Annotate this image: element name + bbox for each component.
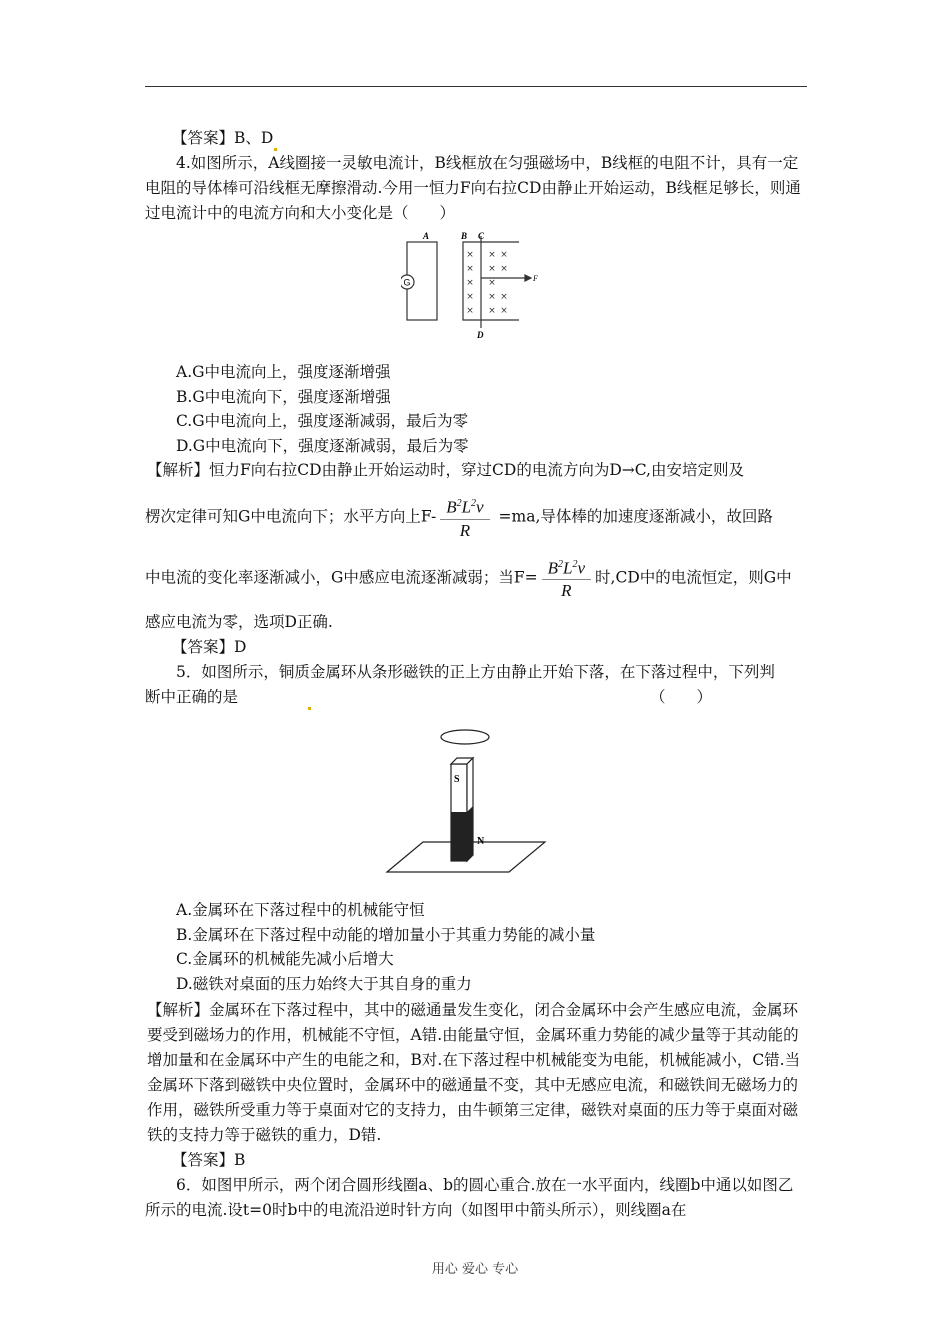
header-rule (145, 86, 807, 87)
q5-stem-line-1: 5．如图所示，铜质金属环从条形磁铁的正上方由静止开始下落，在下落过程中，下列判 (176, 663, 775, 682)
q4-option-d: D.G中电流向下，强度逐渐减弱，最后为零 (176, 436, 469, 455)
q4-analysis-line-2: 楞次定律可知G中电流向下；水平方向上F- $\frac{B^2L^2v}{R}$ =ma,导体棒的加速度逐渐减小，故回路 (145, 493, 807, 542)
field-cross: × (488, 278, 496, 288)
q5-option-c: C.金属环的机械能先减小后增大 (176, 950, 394, 969)
field-cross: × (466, 292, 474, 302)
field-cross: × (466, 250, 474, 260)
q5-stem-line-2: 断中正确的是 （ ） (145, 685, 807, 710)
q4-option-a: A.G中电流向上，强度逐渐增强 (176, 363, 391, 381)
q5-option-b: B.金属环在下落过程中动能的增加量小于其重力势能的减小量 (176, 925, 596, 944)
field-cross: × (488, 292, 496, 302)
q4-option-b: B.G中电流向下，强度逐渐增强 (176, 387, 391, 406)
q4-option-c: C.G中电流向上，强度逐渐减弱，最后为零 (176, 412, 469, 430)
q5-analysis: 【解析】金属环在下落过程中，其中的磁通量发生变化，闭合金属环中会产生感应电流，金属环要受到磁场力的作用，机械能不守恒，A错.由能量守恒，金属环重力势能的减少量等于其动能的增加量和在金属环中产生的电能之和，B对.在下落过程中机械能变为电能，机械能减小，C错.当金属环下落到磁铁中央位置时，金属环中的磁通量不变，其中无感应电流，和磁铁间无磁场力的作用，磁铁所受重力等于桌面对它的支持力，由牛顿第三定律，磁铁对桌面的压力等于桌面对磁铁的支持力等于磁铁的重力，D错. (147, 1001, 801, 1145)
label-s: S (454, 774, 460, 786)
q5-option-a: A.金属环在下落过程中的机械能守恒 (176, 901, 425, 920)
q4-analysis-line-1: 【解析】恒力F向右拉CD由静止开始运动时，穿过CD的电流方向为D→C,由安培定则及 (147, 461, 744, 479)
field-cross: × (500, 250, 508, 260)
field-cross: × (488, 306, 496, 316)
q5-option-d: D.磁铁对桌面的压力始终大于其自身的重力 (176, 974, 472, 993)
q5-magnet-figure (385, 724, 555, 884)
label-n: N (477, 836, 485, 848)
field-cross: × (466, 306, 474, 316)
label-a: A (423, 231, 430, 241)
field-cross: × (466, 264, 474, 274)
field-cross: × (500, 306, 508, 316)
field-cross: × (488, 264, 496, 274)
q4-analysis-line-4: 感应电流为零，选项D正确. (145, 613, 333, 632)
q4-circuit-figure (401, 230, 551, 340)
page-footer: 用心 爱心 专心 (431, 1262, 519, 1277)
formula-fraction: $\frac{B^2L^2v}{R}$ (440, 493, 489, 542)
q6-stem: 6．如图甲所示，两个闭合圆形线圈a、b的圆心重合.放在一水平面内，线圈b中通以如图乙所示的电流.设t=0时b中的电流沿逆时针方向（如图甲中箭头所示），则线圈a在 (145, 1176, 794, 1220)
q3-answer: 【答案】B、D (145, 126, 807, 151)
label-f: F (533, 274, 538, 283)
q4-answer: 【答案】D (172, 638, 247, 657)
label-d: D (477, 330, 484, 340)
field-cross: × (488, 250, 496, 260)
field-cross: × (500, 292, 508, 302)
label-c: C (478, 231, 485, 241)
q4-stem: 4.如图所示，A线圈接一灵敏电流计，B线框放在匀强磁场中，B线框的电阻不计，具有一定电阻的导体棒可沿线框无摩擦滑动.今用一恒力F向右拉CD由静止开始运动，B线框足够长，则通过电流计中的电流方向和大小变化是（ ） (145, 154, 801, 222)
document-body (145, 126, 807, 1223)
label-g: G (403, 277, 411, 288)
field-cross: × (500, 264, 508, 274)
formula-fraction: $\frac{B^2L^2v}{R}$ (542, 554, 591, 603)
label-b: B (461, 231, 468, 241)
q5-answer: 【答案】B (172, 1151, 246, 1170)
q4-analysis-line-3: 中电流的变化率逐渐减小，G中感应电流逐渐减弱；当F= $\frac{B^2L^2v}{R}$ 时,CD中的电流恒定，则G中 (145, 554, 807, 603)
field-cross: × (466, 278, 474, 288)
